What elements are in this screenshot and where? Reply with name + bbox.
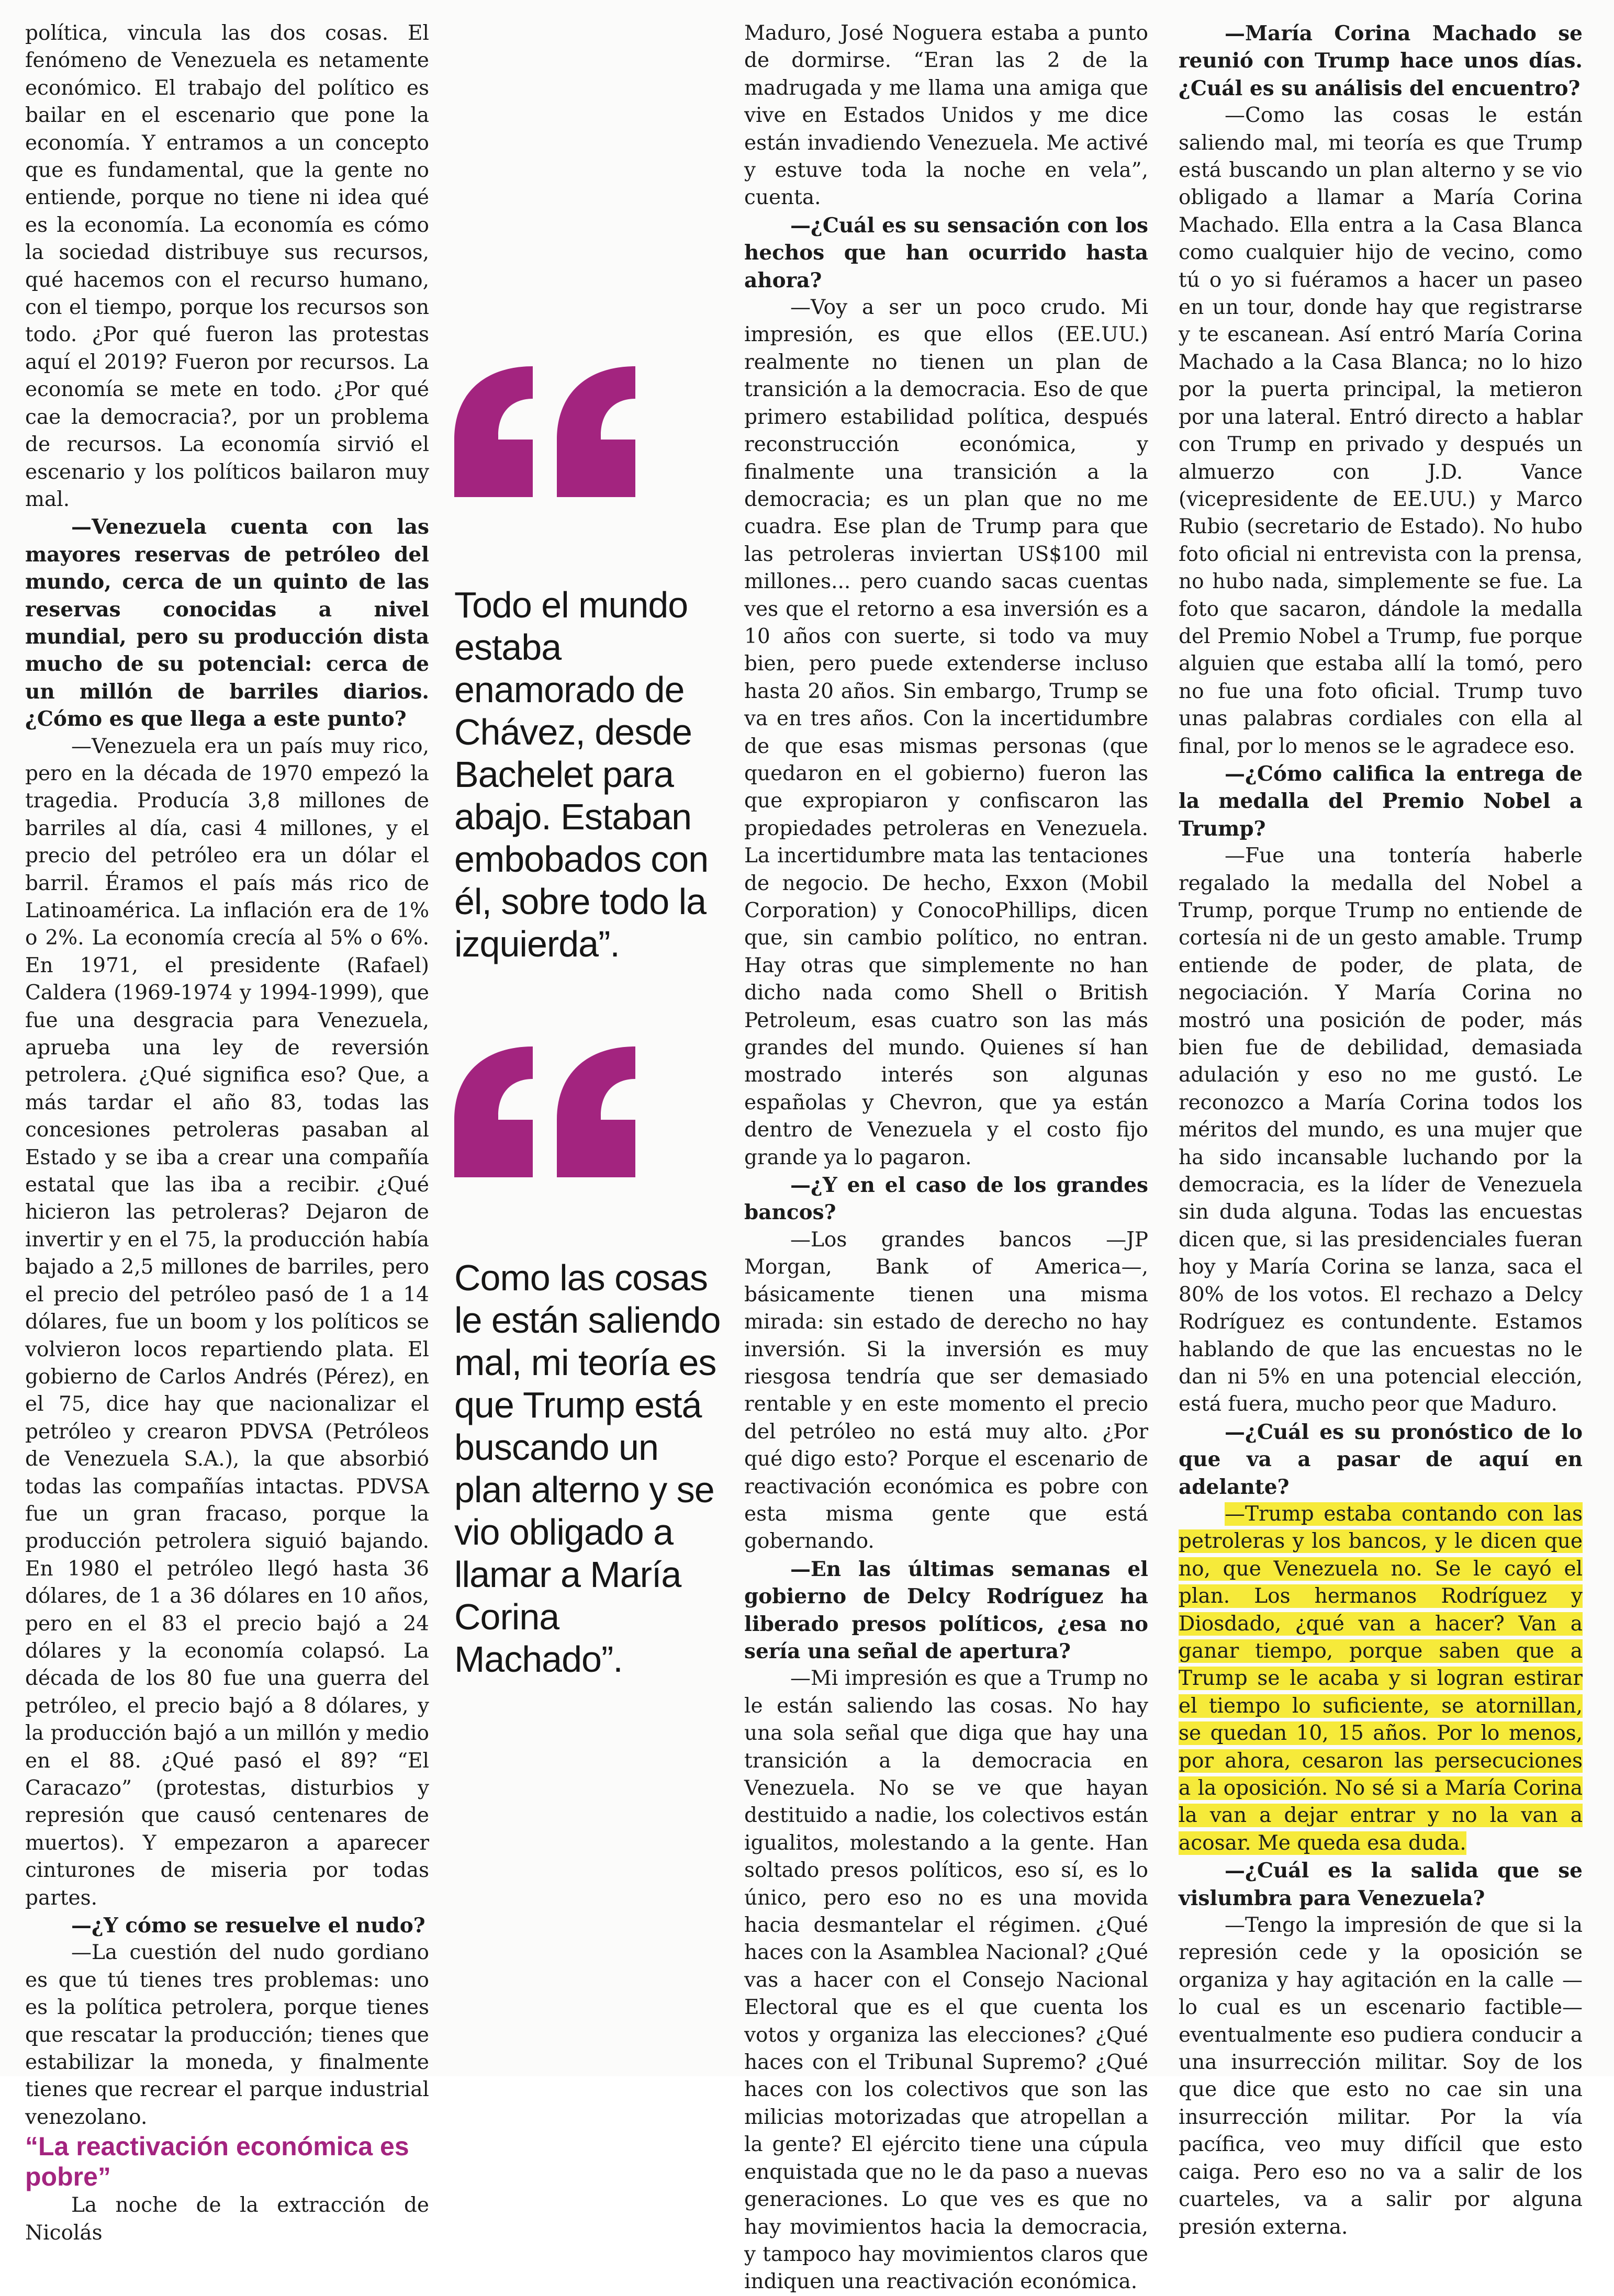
interview-question: —María Corina Machado se reunió con Trump hace unos días. ¿Cuál es su análisis del encuentro? xyxy=(1179,21,1583,100)
paragraph: Maduro, José Noguera estaba a punto de dormirse. “Eran las 2 de la madrugada y me llama una amiga que vive en Estados Unidos y me dice están invadiendo Venezuela. Me activé y estuve toda la noche en vela”, cuenta. xyxy=(744,21,1148,210)
highlighted-answer xyxy=(1179,1501,1583,1857)
interview-answer: —Mi impresión es que a Trump no le están saliendo las cosas. No hay una sola señal que diga que hay una transición a la democracia en Venezuela. No se ve que hayan destituido a nadie, los colectivos están igualitos, molestando a la gente. Han soltado presos políticos, eso sí, es lo único, pero eso no es una movida hacia desmantelar el régimen. ¿Qué haces con la Asamblea Nacional? ¿Qué vas a hacer con el Consejo Nacional Electoral que es el que cuenta los votos y organiza las elecciones? ¿Qué haces con el Tribunal Supremo? ¿Qué haces con los colectivos que son las milicias motorizadas que atropellan a la gente? El ejército tiene una cúpula enquistada que no le da paso a nuevas generaciones. Lo que ves es que no hay movimientos hacia la democracia, y tampoco hay movimientos claros que indiquen una reactivación económica. xyxy=(744,1667,1148,2294)
interview-answer: —Como las cosas le están saliendo mal, mi teoría es que Trump está buscando un plan alterno y se vio obligado a llamar a María Corina Machado. Ella entra a la Casa Blanca como cualquier hijo de vecino, como tú o yo si fuéramos a hacer un paseo en un tour, donde hay que registrarse y te escanean. Así entró María Corina Machado a la Casa Blanca; no lo hizo por la puerta principal, la metieron por una lateral. Entró directo a hablar con Trump en privado y después un almuerzo con J.D. Vance (vicepresidente de EE.UU.) y Marco Rubio (secretario de Estado). No hubo foto oficial ni entrevista con la prensa, no hubo nada, simplemente se fue. La foto que sacaron, dándole la medalla del Premio Nobel a Trump, fue porque alguien que estaba allí la tomó, pero no fue una foto oficial. Trump tuvo unas palabras cordiales con ella al final, por lo menos se le agradece eso. xyxy=(1179,104,1583,758)
interview-question: —¿Cuál es su sensación con los hechos que han ocurrido hasta ahora? xyxy=(744,213,1148,292)
quote-mark-icon xyxy=(454,1046,721,1177)
section-subheading: “La reactivación económica es pobre” xyxy=(25,2132,409,2192)
article-column-1 xyxy=(25,20,429,2247)
article-column-3 xyxy=(744,20,1148,2296)
pull-quote-text: Como las cosas le están saliendo mal, mi teoría es que Trump está buscando un plan alterno y se vio obligado a llamar a María Corina Machado”. xyxy=(454,1257,721,1680)
pull-quote-text: Todo el mundo estaba enamorado de Chávez, desde Bachelet para abajo. Estaban embobados con él, sobre todo la izquierda”. xyxy=(454,584,709,964)
interview-answer: —Tengo la impresión de que si la represión cede y la oposición se organiza y hay agitación en la calle —lo cual es un escenario factible— eventualmente eso pudiera conducir a una insurrección militar. Soy de los que dice que esto no cae sin una insurrección militar. Por la vía pacífica, veo muy difícil que esto caiga. Pero eso no va a salir de los cuarteles, va a salir por alguna presión externa. xyxy=(1179,1914,1583,2239)
highlighted-text: —Trump estaba contando con las petroleras y los bancos, y le dicen que no, que Venezuela no. Se le cayó el plan. Los hermanos Rodríguez y Diosdado, ¿qué van a hacer? Van a ganar tiempo, porque saben que a Trump se le acaba y si logran estirar el tiempo lo suficiente, se atornillan, se quedan 10, 15 años. Por lo menos, por ahora, cesaron las persecuciones a la oposición. No sé si a María Corina la van a dejar entrar y no la van a acosar. Me queda esa duda. xyxy=(1179,1502,1583,1855)
paragraph: La noche de la extracción de Nicolás xyxy=(25,2193,429,2245)
interview-question: —¿Cuál es la salida que se vislumbra para Venezuela? xyxy=(1179,1859,1583,1910)
interview-question: —¿Cómo califica la entrega de la medalla del Premio Nobel a Trump? xyxy=(1179,761,1583,841)
interview-question: —¿Y en el caso de los grandes bancos? xyxy=(744,1173,1148,1225)
paragraph: política, vincula las dos cosas. El fenómeno de Venezuela es netamente económico. El trabajo del político es bailar en el escenario que pone la economía. Y entramos a un concepto que es fundamental, que la gente no entiende, porque no tiene ni idea qué es la economía. La economía es cómo la sociedad distribuye sus recursos, qué hacemos con el recurso humano, con el tiempo, porque los recursos son todo. ¿Por qué fueron las protestas aquí el 2019? Fueron por recursos. La economía se mete en todo. ¿Por qué cae la democracia?, por un problema de recursos. La economía sirvió el escenario y los políticos bailaron muy mal. xyxy=(25,21,429,511)
interview-question: —En las últimas semanas el gobierno de Delcy Rodríguez ha liberado presos políticos, ¿esa no sería una señal de apertura? xyxy=(744,1557,1148,1663)
pull-quote-1 xyxy=(454,366,721,965)
quote-mark-icon xyxy=(454,366,721,497)
interview-question: —¿Y cómo se resuelve el nudo? xyxy=(71,1914,425,1938)
interview-answer: —La cuestión del nudo gordiano es que tú tienes tres problemas: uno es la política petrolera, porque tienes que rescatar la producción; tienes que estabilizar la moneda, y finalmente tienes que recrear el parque industrial venezolano. xyxy=(25,1941,429,2129)
interview-question: —¿Cuál es su pronóstico de lo que va a pasar de aquí en adelante? xyxy=(1179,1420,1583,1499)
pull-quote-2 xyxy=(454,1046,721,1681)
interview-question: —Venezuela cuenta con las mayores reservas de petróleo del mundo, cerca de un quinto de las reservas conocidas a nivel mundial, pero su producción dista mucho de su potencial: cerca de un millón de barriles diarios. ¿Cómo es que llega a este punto? xyxy=(25,515,429,731)
interview-answer: —Venezuela era un país muy rico, pero en la década de 1970 empezó la tragedia. Producía 3,8 millones de barriles al día, casi 4 millones, y el precio del petróleo era un dólar el barril. Éramos el país más rico de Latinoamérica. La inflación era de 1% o 2%. La economía crecía al 5% o 6%. En 1971, el presidente (Rafael) Caldera (1969-1974 y 1994-1999), que fue una desgracia para Venezuela, aprueba una ley de reversión petrolera. ¿Qué significa eso? Que, a más tardar el año 83, todas las concesiones petroleras pasaban al Estado y se iba a crear una compañía estatal que las iba a recibir. ¿Qué hicieron las petroleras? Dejaron de invertir y en el 75, la producción había bajado a 2,5 millones de barriles, pero el precio del petróleo pasó de 1 a 14 dólares, fue un boom y los políticos se volvieron locos repartiendo plata. El gobierno de Carlos Andrés (Pérez), en el 75, dice hay que nacionalizar el petróleo y crearon PDVSA (Petróleos de Venezuela S.A.), la que absorbió todas las compañías intactas. PDVSA fue un gran fracaso, porque la producción petrolera siguió bajando. En 1980 el petróleo llegó hasta 36 dólares, de 1 a 36 dólares en 10 años, pero en el 83 el precio bajó a 24 dólares y la economía colapsó. La década de los 80 fue una guerra del petróleo, el precio bajó a 8 dólares, y la producción bajó a un millón y medio en el 88. ¿Qué pasó el 89? “El Caracazo” (protestas, disturbios y represión que causó centenares de muertos). Y empezaron a aparecer cinturones de miseria por todas partes. xyxy=(25,734,429,1910)
interview-answer: —Los grandes bancos —JP Morgan, Bank of America—, básicamente tienen una misma mirada: sin estado de derecho no hay inversión. Si la inversión es muy riesgosa tendría que ser demasiado rentable y en este momento el precio del petróleo no está muy alto. ¿Por qué digo esto? Porque el escenario de reactivación económica es pobre con esta misma gente que está gobernando. xyxy=(744,1228,1148,1554)
article-column-4 xyxy=(1179,20,1583,2241)
interview-answer: —Fue una tontería haberle regalado la medalla del Nobel a Trump, porque Trump no entiende de cortesía ni de un gesto amable. Trump entiende de poder, de plata, de negociación. Y María Corina no mostró una posición de poder, más bien fue de debilidad, demasiada adulación y eso no me gustó. Le reconozco a María Corina todos los méritos del mundo, es una mujer que ha sido incansable luchando por la democracia, es la líder de Venezuela sin duda alguna. Todas las encuestas dicen que, si las presidenciales fueran hoy y María Corina se lanza, saca el 80% de los votos. El rechazo a Delcy Rodríguez es contundente. Estamos hablando de que las encuestas no le dan ni 5% en una potencial elección, está fuera, mucho peor que Maduro. xyxy=(1179,844,1583,1416)
interview-answer: —Voy a ser un poco crudo. Mi impresión, es que ellos (EE.UU.) realmente no tienen un plan de transición a la democracia. Eso de que primero estabilidad política, después reconstrucción económica, y finalmente una transición a la democracia; es un plan que no me cuadra. Ese plan de Trump para que las petroleras inviertan US$100 mil millones... pero cuando sacas cuentas ves que el retorno a esa inversión es a 10 años con suerte, si todo va muy bien, pero puede extenderse incluso hasta 20 años. Sin embargo, Trump se va en tres años. Con la incertidumbre de que esas mismas personas (que quedaron en el gobierno) fueron las que expropiaron y confiscaron las propiedades petroleras en Venezuela. La incertidumbre mata las tentaciones de negocio. De hecho, Exxon (Mobil Corporation) y ConocoPhillips, dicen que, sin cambio político, no entran. Hay otras que simplemente no han dicho nada como Shell o British Petroleum, esas cuatro son las más grandes del mundo. Quienes sí han mostrado interés son algunas españolas y Chevron, que ya están dentro de Venezuela y el costo fijo grande ya lo pagaron. xyxy=(744,296,1148,1169)
